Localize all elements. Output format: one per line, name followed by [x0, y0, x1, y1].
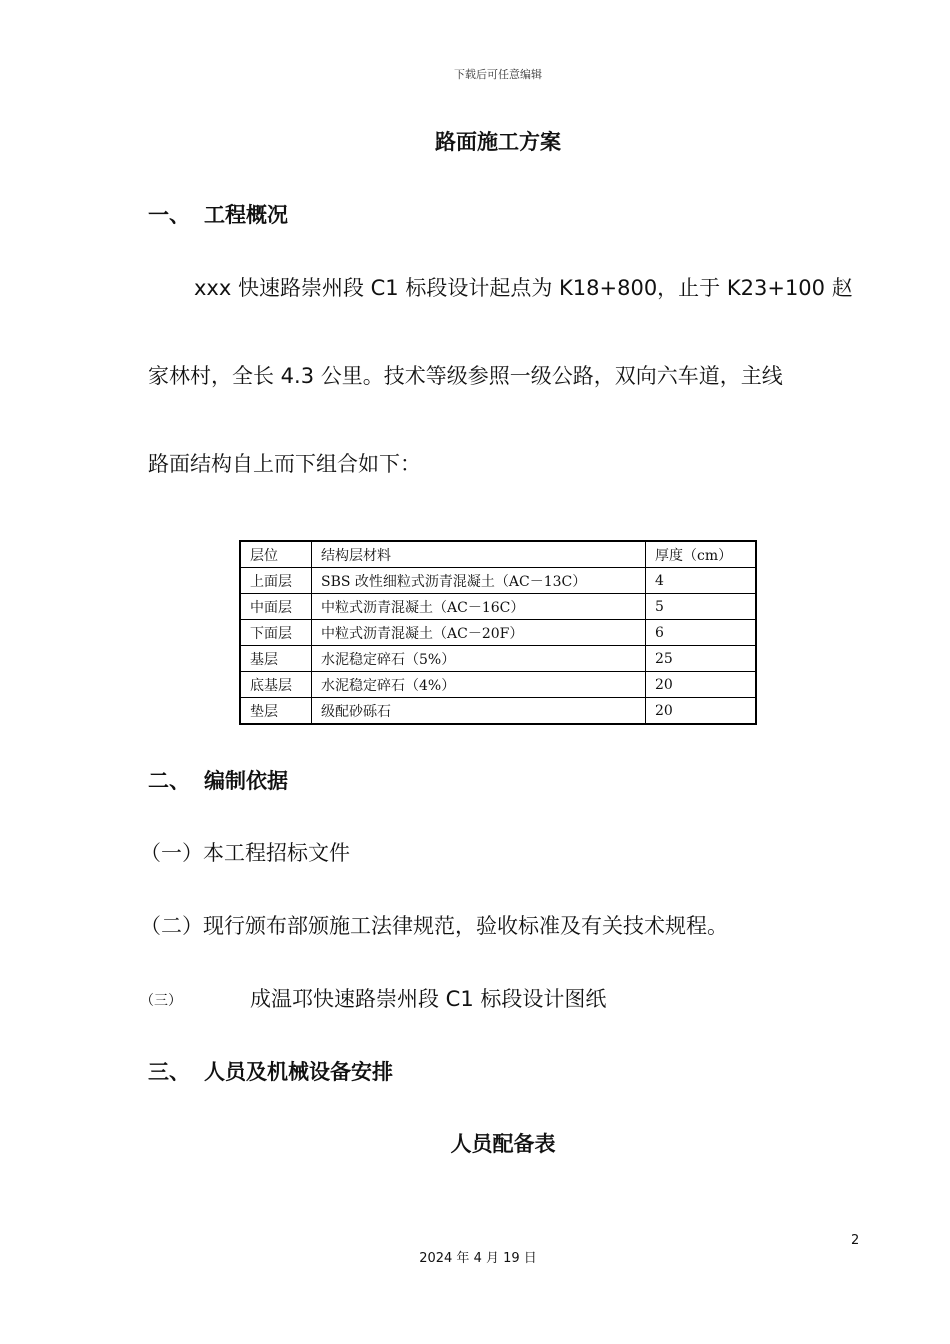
- table-cell: 20: [646, 672, 757, 698]
- header-cell: 结构层材料: [312, 541, 646, 568]
- pavement-structure-table: [239, 540, 757, 725]
- table-cell: 下面层: [240, 620, 312, 646]
- page-number: 2: [851, 1233, 860, 1248]
- section-heading-overview: [148, 199, 288, 229]
- overview-line-2: 家林村，全长 4.3 公里。技术等级参照一级公路，双向六车道，主线: [148, 364, 783, 388]
- section-title: 编制依据: [204, 769, 288, 793]
- table-cell: 水泥稳定碎石（4%）: [312, 672, 646, 698]
- staff-table-title: 人员配备表: [450, 1132, 556, 1156]
- section-number: 二、: [148, 769, 190, 793]
- table-cell: 5: [646, 594, 757, 620]
- table-cell: 4: [646, 568, 757, 594]
- table-row: [240, 646, 756, 672]
- table-cell: 垫层: [240, 698, 312, 725]
- table-row: [240, 594, 756, 620]
- table-cell: SBS 改性细粒式沥青混凝土（AC－13C）: [312, 568, 646, 594]
- table-cell: 水泥稳定碎石（5%）: [312, 646, 646, 672]
- table-row: [240, 672, 756, 698]
- overview-line-3: 路面结构自上而下组合如下：: [148, 452, 421, 476]
- table-cell: 6: [646, 620, 757, 646]
- table-header-row: [240, 541, 756, 568]
- table-cell: 中粒式沥青混凝土（AC－16C）: [312, 594, 646, 620]
- table-cell: 25: [646, 646, 757, 672]
- section-number: 一、: [148, 203, 190, 227]
- section-heading-basis: [148, 765, 288, 795]
- document-title: 路面施工方案: [435, 130, 561, 154]
- table-cell: 基层: [240, 646, 312, 672]
- basis-item-3-mark: （三）: [140, 993, 182, 1009]
- section-number: 三、: [148, 1060, 190, 1084]
- header-note: 下载后可任意编辑: [454, 68, 542, 81]
- header-cell: 层位: [240, 541, 312, 568]
- table-cell: 中粒式沥青混凝土（AC－20F）: [312, 620, 646, 646]
- table-row: [240, 620, 756, 646]
- table-row: [240, 568, 756, 594]
- section-title: 工程概况: [204, 203, 288, 227]
- section-title: 人员及机械设备安排: [204, 1060, 393, 1084]
- table-cell: 中面层: [240, 594, 312, 620]
- section-heading-staffing: [148, 1056, 393, 1086]
- table-cell: 级配砂砾石: [312, 698, 646, 725]
- header-cell: 厚度（cm）: [646, 541, 757, 568]
- table-row: [240, 698, 756, 725]
- basis-item-3-text: 成温邛快速路崇州段 C1 标段设计图纸: [250, 987, 607, 1011]
- basis-item-2: （二）现行颁布部颁施工法律规范，验收标准及有关技术规程。: [140, 914, 728, 938]
- footer-date: 2024 年 4 月 19 日: [419, 1251, 537, 1266]
- overview-line-1: xxx 快速路崇州段 C1 标段设计起点为 K18+800，止于 K23+100 赵: [194, 276, 853, 300]
- table-cell: 20: [646, 698, 757, 725]
- basis-item-1: （一）本工程招标文件: [140, 841, 350, 865]
- table-cell: 上面层: [240, 568, 312, 594]
- table-cell: 底基层: [240, 672, 312, 698]
